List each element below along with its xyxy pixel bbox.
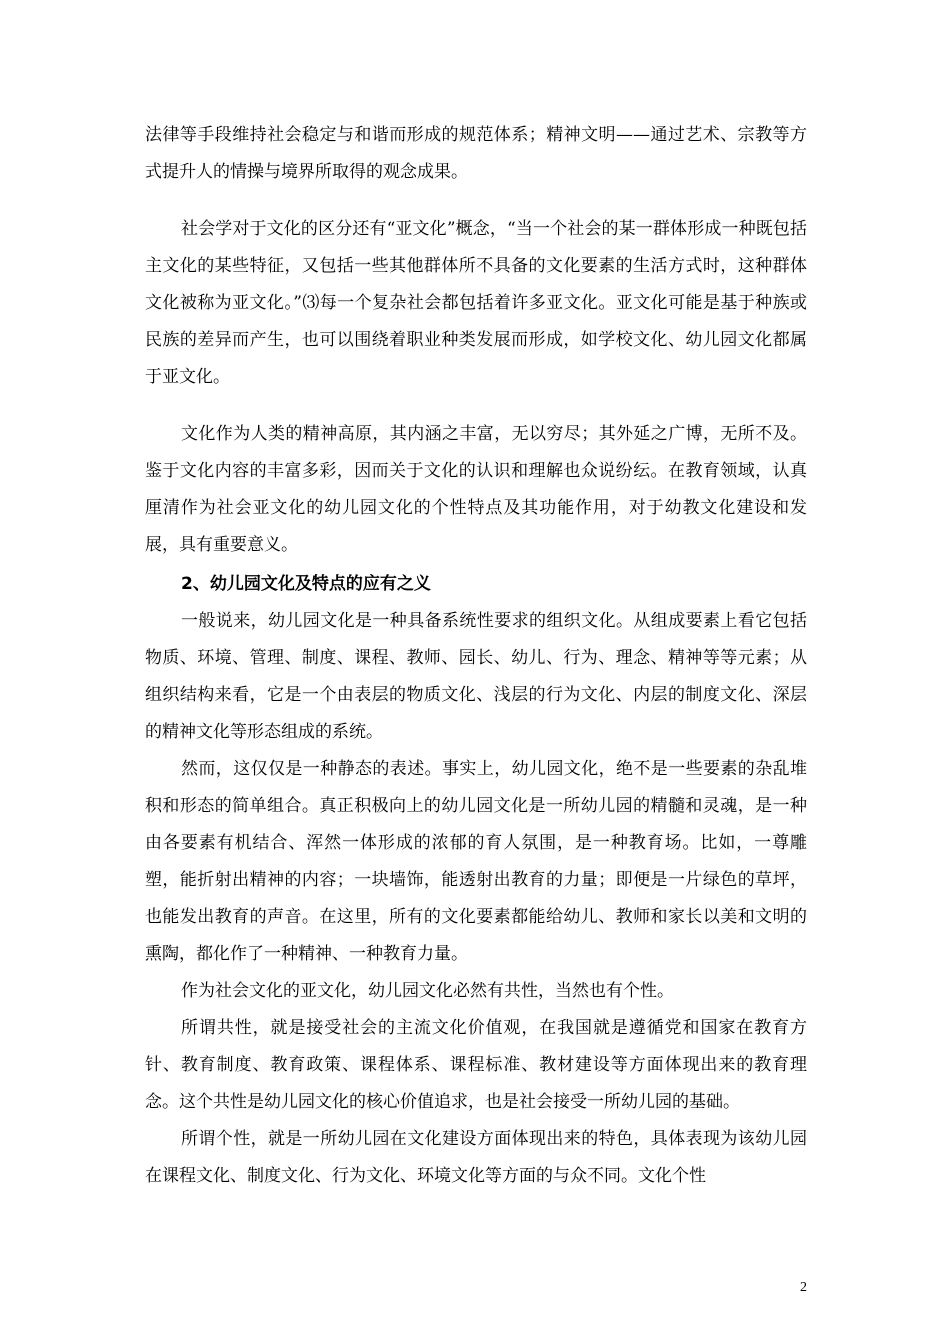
paragraph-commonality-and-individuality: 作为社会文化的亚文化，幼儿园文化必然有共性，当然也有个性。 bbox=[181, 981, 674, 1001]
paragraph-general: 一般说来，幼儿园文化是一种具备系统性要求的组织文化。从组成要素上看它包括物质、环境、管理、制度、课程、教师、园长、幼儿、行为、理念、精神等等元素；从组织结构来看，它是一个由表层的物质文化、浅层的行为文化、内层的制度文化、深层的精神文化等形态组成的系统。 bbox=[145, 611, 807, 742]
paragraph-continuation: 法律等手段维持社会稳定与和谐而形成的规范体系；精神文明——通过艺术、宗教等方式提升人的情操与境界所取得的观念成果。 bbox=[145, 125, 807, 182]
paragraph-spiritual-plateau: 文化作为人类的精神高原，其内涵之丰富，无以穷尽；其外延之广博，无所不及。鉴于文化内容的丰富多彩，因而关于文化的认识和理解也众说纷纭。在教育领域，认真厘清作为社会亚文化的幼儿园文化的个性特点及其功能作用，对于幼教文化建设和发展，具有重要意义。 bbox=[145, 424, 807, 555]
paragraph-subculture: 社会学对于文化的区分还有“亚文化”概念，“当一个社会的某一群体形成一种既包括主文化的某些特征，又包括一些其他群体所不具备的文化要素的生活方式时，这种群体文化被称为亚文化。”⑶每一个复杂社会都包括着许多亚文化。亚文化可能是基于种族或民族的差异而产生，也可以围绕着职业种类发展而形成，如学校文化、幼儿园文化都属于亚文化。 bbox=[145, 219, 807, 387]
paragraph-commonality: 所谓共性，就是接受社会的主流文化价值观，在我国就是遵循党和国家在教育方针、教育制度、教育政策、课程体系、课程标准、教材建设等方面体现出来的教育理念。这个共性是幼儿园文化的核心价值追求，也是社会接受一所幼儿园的基础。 bbox=[145, 1018, 807, 1112]
paragraph-however: 然而，这仅仅是一种静态的表述。事实上，幼儿园文化，绝不是一些要素的杂乱堆积和形态的简单组合。真正积极向上的幼儿园文化是一所幼儿园的精髓和灵魂，是一种由各要素有机结合、浑然一体形成的浓郁的育人氛围，是一种教育场。比如，一尊雕塑，能折射出精神的内容；一块墙饰，能透射出教育的力量；即便是一片绿色的草坪，也能发出教育的声音。在这里，所有的文化要素都能给幼儿、教师和家长以美和文明的熏陶，都化作了一种精神、一种教育力量。 bbox=[145, 759, 807, 964]
body-text bbox=[145, 117, 807, 1195]
page-number: 2 bbox=[800, 1280, 807, 1295]
section-heading: 2、幼儿园文化及特点的应有之义 bbox=[181, 574, 431, 594]
paragraph-individuality: 所谓个性，就是一所幼儿园在文化建设方面体现出来的特色，具体表现为该幼儿园在课程文化、制度文化、行为文化、环境文化等方面的与众不同。文化个性 bbox=[145, 1129, 807, 1186]
